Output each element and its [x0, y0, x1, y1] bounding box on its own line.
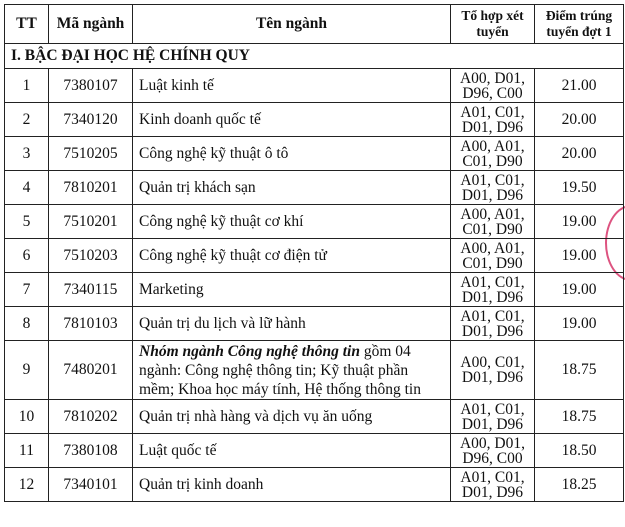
row-combination-line1: A01, C01,	[460, 273, 525, 291]
row-score: 20.00	[535, 103, 624, 137]
row-name: Công nghệ kỹ thuật ô tô	[133, 137, 451, 171]
row-name: Quản trị nhà hàng và dịch vụ ăn uống	[133, 400, 451, 434]
row-name: Công nghệ kỹ thuật cơ khí	[133, 205, 451, 239]
table-row	[5, 307, 624, 341]
row-tt: 9	[5, 341, 49, 400]
row-combination-line2: D96, C00	[462, 449, 523, 467]
row-code: 7480201	[49, 341, 133, 400]
row-name-group: Nhóm ngành Công nghệ thông tin	[139, 342, 360, 360]
row-name: Quản trị du lịch và lữ hành	[133, 307, 451, 341]
row-tt: 4	[5, 171, 49, 205]
row-code: 7510205	[49, 137, 133, 171]
row-combination-line2: C01, D90	[462, 220, 523, 238]
header-combination-line2: tuyển	[476, 24, 509, 39]
table-header-row	[5, 5, 624, 44]
table-row	[5, 341, 624, 400]
row-score: 18.50	[535, 434, 624, 468]
row-combination-line1: A01, C01,	[460, 171, 525, 189]
row-tt: 2	[5, 103, 49, 137]
row-combination	[451, 137, 535, 171]
row-score: 19.00	[535, 307, 624, 341]
row-combination-line1: A00, D01,	[459, 69, 525, 87]
row-name-rest: gồm 04	[359, 342, 411, 360]
row-code: 7810103	[49, 307, 133, 341]
table-row	[5, 273, 624, 307]
row-code: 7340101	[49, 468, 133, 502]
row-score: 19.00	[535, 273, 624, 307]
row-name-line2: ngành: Công nghệ thông tin; Kỹ thuật phần	[139, 361, 409, 379]
row-combination	[451, 69, 535, 103]
row-tt: 1	[5, 69, 49, 103]
row-tt: 5	[5, 205, 49, 239]
row-combination-line2: C01, D90	[462, 152, 523, 170]
row-combination	[451, 400, 535, 434]
row-score: 18.75	[535, 341, 624, 400]
row-combination	[451, 205, 535, 239]
header-score	[535, 5, 624, 44]
row-code: 7510201	[49, 205, 133, 239]
row-combination-line1: A01, C01,	[460, 400, 525, 418]
table-row	[5, 434, 624, 468]
row-combination-line2: D01, D96	[461, 415, 524, 433]
row-score: 21.00	[535, 69, 624, 103]
row-combination	[451, 468, 535, 502]
row-code: 7810201	[49, 171, 133, 205]
row-combination-line1: A00, A01,	[460, 137, 525, 155]
row-score: 20.00	[535, 137, 624, 171]
row-combination-line1: A00, D01,	[459, 434, 525, 452]
row-name: Kinh doanh quốc tế	[133, 103, 451, 137]
row-score: 19.00	[535, 205, 624, 239]
row-combination-line2: D01, D96	[461, 288, 524, 306]
row-combination-line1: A00, A01,	[460, 205, 525, 223]
row-combination	[451, 103, 535, 137]
row-name: Quản trị khách sạn	[133, 171, 451, 205]
header-name: Tên ngành	[133, 5, 451, 44]
row-name: Quản trị kinh doanh	[133, 468, 451, 502]
admission-scores-table	[4, 4, 624, 502]
row-combination-line1: A01, C01,	[460, 468, 525, 486]
table-row	[5, 205, 624, 239]
table-row	[5, 239, 624, 273]
section-title: I. BẬC ĐẠI HỌC HỆ CHÍNH QUY	[5, 44, 624, 69]
row-score: 18.25	[535, 468, 624, 502]
header-combination	[451, 5, 535, 44]
table-row	[5, 137, 624, 171]
row-combination-line1: A01, C01,	[460, 103, 525, 121]
row-code: 7810202	[49, 400, 133, 434]
row-tt: 10	[5, 400, 49, 434]
row-tt: 7	[5, 273, 49, 307]
row-combination-line2: D96, C00	[462, 84, 523, 102]
row-tt: 6	[5, 239, 49, 273]
row-combination-line2: D01, D96	[461, 369, 524, 386]
table-row	[5, 468, 624, 502]
table-row	[5, 171, 624, 205]
row-combination-line1: A01, C01,	[460, 307, 525, 325]
row-combination	[451, 434, 535, 468]
row-combination	[451, 307, 535, 341]
row-combination-line2: C01, D90	[462, 254, 523, 272]
table-row	[5, 103, 624, 137]
row-score: 19.00	[535, 239, 624, 273]
table-row	[5, 69, 624, 103]
row-score: 19.50	[535, 171, 624, 205]
section-row	[5, 44, 624, 69]
row-combination	[451, 171, 535, 205]
row-code: 7380107	[49, 69, 133, 103]
row-combination	[451, 273, 535, 307]
table-row	[5, 400, 624, 434]
row-name-line3: mềm; Khoa học máy tính, Hệ thống thông tin	[139, 380, 421, 398]
row-tt: 11	[5, 434, 49, 468]
header-combination-line1: Tổ hợp xét	[461, 8, 524, 23]
row-combination-line2: D01, D96	[461, 186, 524, 204]
header-code: Mã ngành	[49, 5, 133, 44]
row-name: Luật quốc tế	[133, 434, 451, 468]
row-combination-line1: A00, C01,	[460, 354, 525, 371]
row-code: 7380108	[49, 434, 133, 468]
header-tt: TT	[5, 5, 49, 44]
row-name: Luật kinh tế	[133, 69, 451, 103]
header-score-line2: tuyển đợt 1	[546, 24, 612, 39]
row-score: 18.75	[535, 400, 624, 434]
row-combination	[451, 239, 535, 273]
row-tt: 3	[5, 137, 49, 171]
row-tt: 12	[5, 468, 49, 502]
row-code: 7340115	[49, 273, 133, 307]
row-code: 7340120	[49, 103, 133, 137]
row-code: 7510203	[49, 239, 133, 273]
row-name	[133, 341, 451, 400]
row-combination-line2: D01, D96	[461, 322, 524, 340]
row-combination-line2: D01, D96	[461, 483, 524, 501]
row-combination-line1: A00, A01,	[460, 239, 525, 257]
row-combination	[451, 341, 535, 400]
row-name: Marketing	[133, 273, 451, 307]
row-combination-line2: D01, D96	[461, 118, 524, 136]
header-score-line1: Điểm trúng	[545, 8, 613, 23]
row-name: Công nghệ kỹ thuật cơ điện tử	[133, 239, 451, 273]
row-tt: 8	[5, 307, 49, 341]
